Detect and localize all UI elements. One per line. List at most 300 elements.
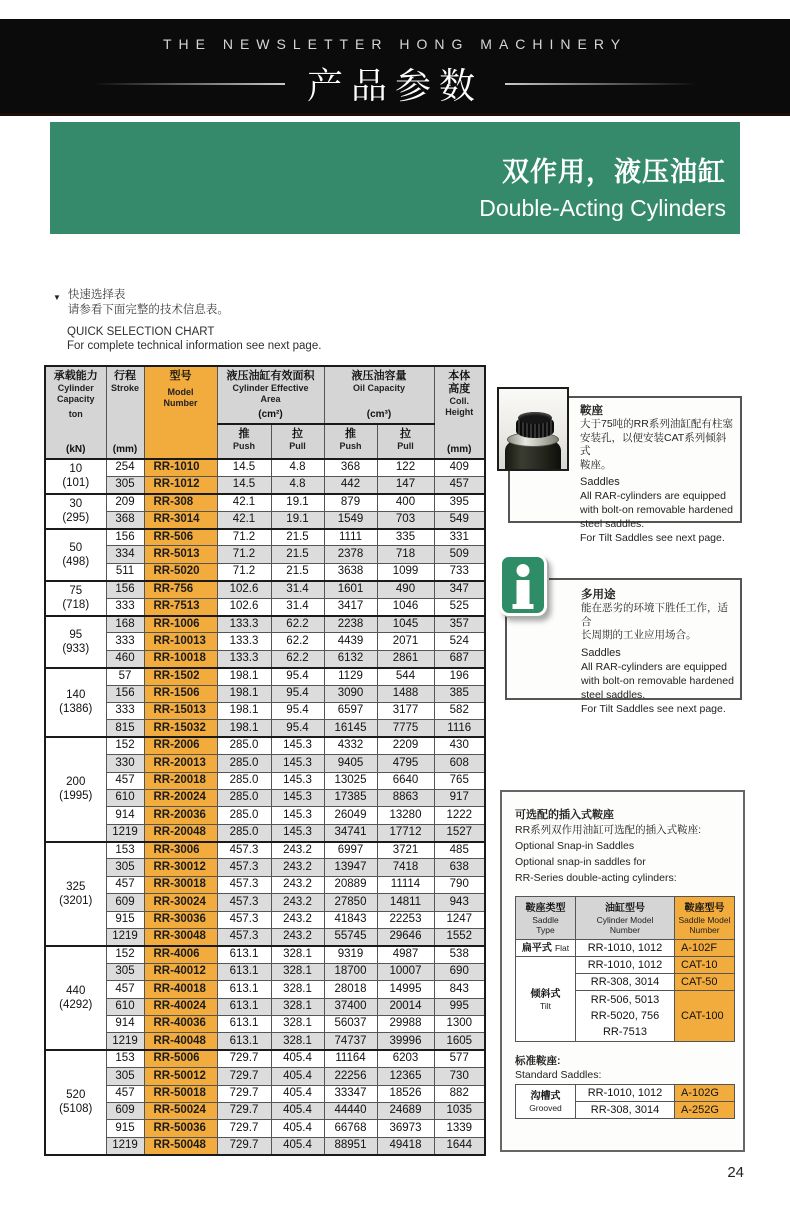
area-pull-cell: 145.3: [271, 772, 324, 789]
oil-pull-cell: 335: [377, 529, 434, 546]
saddle-model-cell: A-102F: [675, 940, 735, 957]
quick-selection-table: [44, 365, 486, 1156]
table-row: [45, 459, 485, 476]
oil-push-cell: 13947: [324, 859, 377, 876]
table-row: [45, 894, 485, 911]
area-push-cell: 285.0: [217, 789, 271, 806]
oil-push-cell: 6997: [324, 842, 377, 859]
saddle-model-cell: CAT-10: [675, 957, 735, 974]
oil-push-cell: 88951: [324, 1137, 377, 1154]
height-cell: 1247: [434, 911, 485, 928]
saddles-body-en-line: with bolt-on removable hardened: [580, 504, 733, 516]
area-pull-cell: 95.4: [271, 720, 324, 737]
model-cell: RR-5006: [144, 1050, 217, 1067]
stroke-cell: 152: [106, 737, 144, 754]
oil-pull-cell: 8863: [377, 789, 434, 806]
capacity-cell: 75 (718): [45, 581, 106, 616]
oil-pull-cell: 10007: [377, 963, 434, 980]
oil-pull-cell: 13280: [377, 807, 434, 824]
model-cell: RR-20024: [144, 789, 217, 806]
stroke-cell: 815: [106, 720, 144, 737]
model-cell: RR-40012: [144, 963, 217, 980]
area-pull-cell: 405.4: [271, 1085, 324, 1102]
saddle-photo: [497, 387, 569, 471]
area-pull-cell: 145.3: [271, 737, 324, 754]
oil-pull-cell: 718: [377, 546, 434, 563]
table-row: [45, 1120, 485, 1137]
options-title-en: Optional Snap-in Saddles: [515, 840, 635, 852]
intro-zh-title: 快速选择表: [67, 289, 126, 301]
model-cell: RR-20048: [144, 824, 217, 841]
height-cell: 1527: [434, 824, 485, 841]
model-cell: RR-40024: [144, 998, 217, 1015]
oil-push-cell: 6132: [324, 650, 377, 667]
model-cell: RR-30018: [144, 876, 217, 893]
height-cell: 357: [434, 616, 485, 633]
oil-push-cell: 27850: [324, 894, 377, 911]
area-pull-cell: 145.3: [271, 824, 324, 841]
band-title-row: [0, 58, 790, 109]
table-row: [45, 911, 485, 928]
area-push-cell: 729.7: [217, 1102, 271, 1119]
oil-push-cell: 44440: [324, 1102, 377, 1119]
area-push-cell: 729.7: [217, 1120, 271, 1137]
capacity-cell: 520 (5108): [45, 1050, 106, 1154]
height-cell: 995: [434, 998, 485, 1015]
area-push-cell: 457.3: [217, 929, 271, 946]
oil-push-cell: 1549: [324, 511, 377, 528]
area-pull-cell: 243.2: [271, 876, 324, 893]
saddle-model-cell: CAT-100: [675, 991, 735, 1042]
area-push-cell: 71.2: [217, 546, 271, 563]
area-push-cell: 457.3: [217, 911, 271, 928]
standard-saddles-table: [515, 1084, 735, 1119]
height-cell: 485: [434, 842, 485, 859]
area-pull-cell: 328.1: [271, 998, 324, 1015]
subheader-oil-push: 推 Push: [324, 424, 377, 459]
stroke-cell: 156: [106, 529, 144, 546]
stroke-cell: 156: [106, 581, 144, 598]
area-push-cell: 285.0: [217, 772, 271, 789]
oil-push-cell: 879: [324, 494, 377, 511]
height-cell: 577: [434, 1050, 485, 1067]
standard-saddles-title-en: Standard Saddles:: [515, 1069, 602, 1081]
stroke-cell: 914: [106, 807, 144, 824]
oil-pull-cell: 29988: [377, 1016, 434, 1033]
oil-push-cell: 3417: [324, 598, 377, 615]
table-row: [45, 702, 485, 719]
saddle-type-cell: 扁平式 Flat: [516, 940, 576, 957]
table-row: [45, 476, 485, 493]
area-push-cell: 102.6: [217, 581, 271, 598]
table-row: [45, 1050, 485, 1067]
triangle-marker-icon: ▼: [53, 293, 61, 302]
height-cell: 608: [434, 755, 485, 772]
model-cell: RR-2006: [144, 737, 217, 754]
oil-pull-cell: 11114: [377, 876, 434, 893]
height-cell: 765: [434, 772, 485, 789]
oil-push-cell: 3638: [324, 563, 377, 580]
capacity-cell: 50 (498): [45, 529, 106, 581]
table-row: [45, 772, 485, 789]
stroke-cell: 915: [106, 911, 144, 928]
standard-saddles-title-zh: 标准鞍座:: [515, 1055, 561, 1067]
oil-pull-cell: 147: [377, 476, 434, 493]
area-push-cell: 42.1: [217, 511, 271, 528]
table-row: [45, 789, 485, 806]
area-push-cell: 42.1: [217, 494, 271, 511]
oil-push-cell: 17385: [324, 789, 377, 806]
table-row: [45, 755, 485, 772]
col-header-height: 本体 高度 Coll. Height (mm): [434, 366, 485, 459]
stroke-cell: 305: [106, 1068, 144, 1085]
capacity-cell: 325 (3201): [45, 842, 106, 946]
stroke-cell: 457: [106, 876, 144, 893]
subheader-area-pull: 拉 Pull: [271, 424, 324, 459]
height-cell: 409: [434, 459, 485, 476]
options-subtitle-zh: RR系列双作用油缸可选配的插入式鞍座:: [515, 824, 702, 836]
table-row: [45, 511, 485, 528]
area-pull-cell: 95.4: [271, 668, 324, 685]
oil-pull-cell: 2861: [377, 650, 434, 667]
cylinder-model-cell: RR-308, 3014: [576, 974, 675, 991]
oil-pull-cell: 39996: [377, 1033, 434, 1050]
model-cell: RR-10013: [144, 633, 217, 650]
area-push-cell: 613.1: [217, 1033, 271, 1050]
capacity-cell: 200 (1995): [45, 737, 106, 841]
table-row: [45, 1102, 485, 1119]
height-cell: 882: [434, 1085, 485, 1102]
oil-push-cell: 1129: [324, 668, 377, 685]
oil-pull-cell: 400: [377, 494, 434, 511]
banner-title-en: Double-Acting Cylinders: [479, 195, 726, 221]
area-push-cell: 285.0: [217, 737, 271, 754]
oil-pull-cell: 24689: [377, 1102, 434, 1119]
oil-push-cell: 13025: [324, 772, 377, 789]
table-row: [45, 929, 485, 946]
area-push-cell: 457.3: [217, 876, 271, 893]
oil-pull-cell: 3177: [377, 702, 434, 719]
table-row: [45, 998, 485, 1015]
height-cell: 525: [434, 598, 485, 615]
height-cell: 395: [434, 494, 485, 511]
height-cell: 538: [434, 946, 485, 963]
oil-pull-cell: 4987: [377, 946, 434, 963]
intro-en-sub: For complete technical information see next page.: [67, 340, 322, 352]
area-push-cell: 457.3: [217, 842, 271, 859]
stroke-cell: 610: [106, 998, 144, 1015]
stroke-cell: 152: [106, 946, 144, 963]
area-push-cell: 102.6: [217, 598, 271, 615]
stroke-cell: 610: [106, 789, 144, 806]
area-pull-cell: 4.8: [271, 459, 324, 476]
stroke-cell: 1219: [106, 1033, 144, 1050]
versatility-title-zh: 多用途: [581, 589, 616, 601]
model-cell: RR-50018: [144, 1085, 217, 1102]
oil-pull-cell: 36973: [377, 1120, 434, 1137]
oil-push-cell: 18700: [324, 963, 377, 980]
stroke-cell: 1219: [106, 1137, 144, 1154]
col-header-oil-capacity: 液压油容量 Oil Capacity (cm³): [324, 366, 434, 424]
stroke-cell: 609: [106, 894, 144, 911]
area-pull-cell: 31.4: [271, 581, 324, 598]
area-pull-cell: 31.4: [271, 598, 324, 615]
table-row: [516, 1085, 735, 1102]
oil-pull-cell: 1488: [377, 685, 434, 702]
area-push-cell: 613.1: [217, 946, 271, 963]
cylinder-model-cell: RR-308, 3014: [576, 1102, 675, 1119]
model-cell: RR-756: [144, 581, 217, 598]
height-cell: 549: [434, 511, 485, 528]
oil-push-cell: 26049: [324, 807, 377, 824]
snap-col-saddle-type: 鞍座类型 Saddle Type: [516, 897, 576, 940]
area-push-cell: 457.3: [217, 859, 271, 876]
table-row: [45, 981, 485, 998]
oil-push-cell: 2238: [324, 616, 377, 633]
table-row: [45, 598, 485, 615]
section-banner: [50, 122, 740, 234]
stroke-cell: 368: [106, 511, 144, 528]
area-pull-cell: 243.2: [271, 911, 324, 928]
model-cell: RR-1006: [144, 616, 217, 633]
model-cell: RR-50036: [144, 1120, 217, 1137]
oil-push-cell: 9319: [324, 946, 377, 963]
oil-pull-cell: 490: [377, 581, 434, 598]
oil-pull-cell: 6203: [377, 1050, 434, 1067]
main-table-header: [45, 366, 485, 459]
area-pull-cell: 405.4: [271, 1068, 324, 1085]
oil-pull-cell: 14995: [377, 981, 434, 998]
table-row: [45, 668, 485, 685]
area-pull-cell: 62.2: [271, 650, 324, 667]
intro-zh-sub: 请参看下面完整的技术信息表。: [67, 304, 229, 316]
model-cell: RR-30012: [144, 859, 217, 876]
area-pull-cell: 145.3: [271, 789, 324, 806]
table-row: [45, 546, 485, 563]
cylinder-model-cell: RR-506, 5013 RR-5020, 756 RR-7513: [576, 991, 675, 1042]
oil-pull-cell: 6640: [377, 772, 434, 789]
height-cell: 1300: [434, 1016, 485, 1033]
oil-push-cell: 1111: [324, 529, 377, 546]
options-subtitle-en-line: RR-Series double-acting cylinders:: [515, 872, 677, 884]
intro-block: [53, 288, 321, 353]
table-row: [45, 494, 485, 511]
versatility-body-en-line: For Tilt Saddles see next page.: [581, 702, 726, 715]
height-cell: 1644: [434, 1137, 485, 1154]
area-push-cell: 198.1: [217, 702, 271, 719]
options-subtitle-en-line: Optional snap-in saddles for: [515, 856, 646, 868]
oil-push-cell: 33347: [324, 1085, 377, 1102]
saddles-body-zh-line: 安装孔，以便安装CAT系列倾斜式: [580, 431, 727, 457]
oil-push-cell: 1601: [324, 581, 377, 598]
height-cell: 196: [434, 668, 485, 685]
area-pull-cell: 328.1: [271, 981, 324, 998]
oil-pull-cell: 122: [377, 459, 434, 476]
area-pull-cell: 21.5: [271, 546, 324, 563]
stroke-cell: 153: [106, 1050, 144, 1067]
col-header-stroke: 行程 Stroke (mm): [106, 366, 144, 459]
height-cell: 509: [434, 546, 485, 563]
area-pull-cell: 62.2: [271, 633, 324, 650]
height-cell: 638: [434, 859, 485, 876]
oil-pull-cell: 544: [377, 668, 434, 685]
cylinder-model-cell: RR-1010, 1012: [576, 957, 675, 974]
model-cell: RR-10018: [144, 650, 217, 667]
table-row: [45, 720, 485, 737]
oil-pull-cell: 1099: [377, 563, 434, 580]
height-cell: 457: [434, 476, 485, 493]
height-cell: 347: [434, 581, 485, 598]
oil-pull-cell: 49418: [377, 1137, 434, 1154]
area-push-cell: 198.1: [217, 668, 271, 685]
area-pull-cell: 328.1: [271, 963, 324, 980]
stroke-cell: 57: [106, 668, 144, 685]
table-row: [45, 650, 485, 667]
snap-col-cylinder-model: 油缸型号 Cylinder Model Number: [576, 897, 675, 940]
stroke-cell: 305: [106, 859, 144, 876]
saddles-title-en: Saddles: [580, 476, 620, 488]
oil-pull-cell: 7418: [377, 859, 434, 876]
area-push-cell: 457.3: [217, 894, 271, 911]
area-pull-cell: 328.1: [271, 1016, 324, 1033]
area-pull-cell: 21.5: [271, 563, 324, 580]
capacity-cell: 440 (4292): [45, 946, 106, 1050]
page-title: 产品参数: [306, 65, 483, 106]
oil-push-cell: 34741: [324, 824, 377, 841]
model-cell: RR-40048: [144, 1033, 217, 1050]
table-row: [45, 963, 485, 980]
stroke-cell: 333: [106, 598, 144, 615]
area-push-cell: 14.5: [217, 476, 271, 493]
oil-pull-cell: 1046: [377, 598, 434, 615]
area-pull-cell: 243.2: [271, 894, 324, 911]
oil-push-cell: 20889: [324, 876, 377, 893]
height-cell: 1116: [434, 720, 485, 737]
area-push-cell: 729.7: [217, 1085, 271, 1102]
stroke-cell: 511: [106, 563, 144, 580]
table-row: [45, 685, 485, 702]
oil-push-cell: 2378: [324, 546, 377, 563]
height-cell: 1339: [434, 1120, 485, 1137]
area-push-cell: 133.3: [217, 650, 271, 667]
subheader-area-push: 推 Push: [217, 424, 271, 459]
brand-line: THE NEWSLETTER HONG MACHINERY: [162, 36, 628, 52]
table-row: [45, 529, 485, 546]
oil-pull-cell: 22253: [377, 911, 434, 928]
table-row: [45, 859, 485, 876]
area-pull-cell: 19.1: [271, 494, 324, 511]
area-push-cell: 613.1: [217, 981, 271, 998]
table-row: [45, 563, 485, 580]
model-cell: RR-5020: [144, 563, 217, 580]
area-push-cell: 14.5: [217, 459, 271, 476]
model-cell: RR-20036: [144, 807, 217, 824]
height-cell: 582: [434, 702, 485, 719]
area-push-cell: 285.0: [217, 807, 271, 824]
area-pull-cell: 4.8: [271, 476, 324, 493]
saddle-type-cell: 沟槽式 Grooved: [516, 1085, 576, 1119]
model-cell: RR-3014: [144, 511, 217, 528]
table-row: [45, 616, 485, 633]
model-cell: RR-15013: [144, 702, 217, 719]
oil-pull-cell: 12365: [377, 1068, 434, 1085]
table-row: [45, 842, 485, 859]
oil-push-cell: 37400: [324, 998, 377, 1015]
model-cell: RR-20018: [144, 772, 217, 789]
stroke-cell: 168: [106, 616, 144, 633]
capacity-cell: 140 (1386): [45, 668, 106, 738]
page-number: 24: [727, 1164, 744, 1181]
height-cell: 730: [434, 1068, 485, 1085]
height-cell: 690: [434, 963, 485, 980]
photo-saddle-top: [518, 412, 552, 424]
table-row: [45, 1137, 485, 1154]
height-cell: 687: [434, 650, 485, 667]
table-row: [45, 824, 485, 841]
subheader-oil-pull: 拉 Pull: [377, 424, 434, 459]
table-row: [516, 957, 735, 974]
model-cell: RR-1506: [144, 685, 217, 702]
versatility-body-en-line: steel saddles.: [581, 688, 646, 701]
stroke-cell: 156: [106, 685, 144, 702]
area-push-cell: 285.0: [217, 824, 271, 841]
height-cell: 1222: [434, 807, 485, 824]
model-cell: RR-50024: [144, 1102, 217, 1119]
intro-en-title: QUICK SELECTION CHART: [67, 326, 215, 338]
stroke-cell: 333: [106, 633, 144, 650]
height-cell: 1605: [434, 1033, 485, 1050]
model-cell: RR-308: [144, 494, 217, 511]
stroke-cell: 457: [106, 772, 144, 789]
area-pull-cell: 405.4: [271, 1050, 324, 1067]
info-icon: [499, 554, 547, 616]
oil-pull-cell: 20014: [377, 998, 434, 1015]
top-band: [0, 19, 790, 116]
stroke-cell: 460: [106, 650, 144, 667]
versatility-body-zh-line: 能在恶劣的环境下胜任工作，适合: [581, 602, 728, 628]
model-cell: RR-506: [144, 529, 217, 546]
model-cell: RR-1502: [144, 668, 217, 685]
oil-push-cell: 56037: [324, 1016, 377, 1033]
model-cell: RR-1010: [144, 459, 217, 476]
area-pull-cell: 62.2: [271, 616, 324, 633]
table-row: [45, 1016, 485, 1033]
versatility-body-zh-line: 长周期的工业应用场合。: [581, 629, 697, 641]
stroke-cell: 457: [106, 1085, 144, 1102]
area-pull-cell: 328.1: [271, 946, 324, 963]
area-pull-cell: 145.3: [271, 807, 324, 824]
model-cell: RR-40018: [144, 981, 217, 998]
banner-title-zh: 双作用，液压油缸: [502, 157, 726, 187]
table-row: [45, 807, 485, 824]
capacity-cell: 30 (295): [45, 494, 106, 529]
table-row: [45, 1085, 485, 1102]
height-cell: 524: [434, 633, 485, 650]
model-cell: RR-30048: [144, 929, 217, 946]
oil-push-cell: 55745: [324, 929, 377, 946]
saddles-title-zh: 鞍座: [580, 405, 603, 417]
saddles-body-zh-line: 鞍座。: [580, 458, 612, 471]
table-row: [45, 633, 485, 650]
model-cell: RR-4006: [144, 946, 217, 963]
stroke-cell: 209: [106, 494, 144, 511]
oil-push-cell: 74737: [324, 1033, 377, 1050]
model-cell: RR-3006: [144, 842, 217, 859]
model-cell: RR-30036: [144, 911, 217, 928]
model-cell: RR-20013: [144, 755, 217, 772]
oil-pull-cell: 18526: [377, 1085, 434, 1102]
stroke-cell: 305: [106, 963, 144, 980]
